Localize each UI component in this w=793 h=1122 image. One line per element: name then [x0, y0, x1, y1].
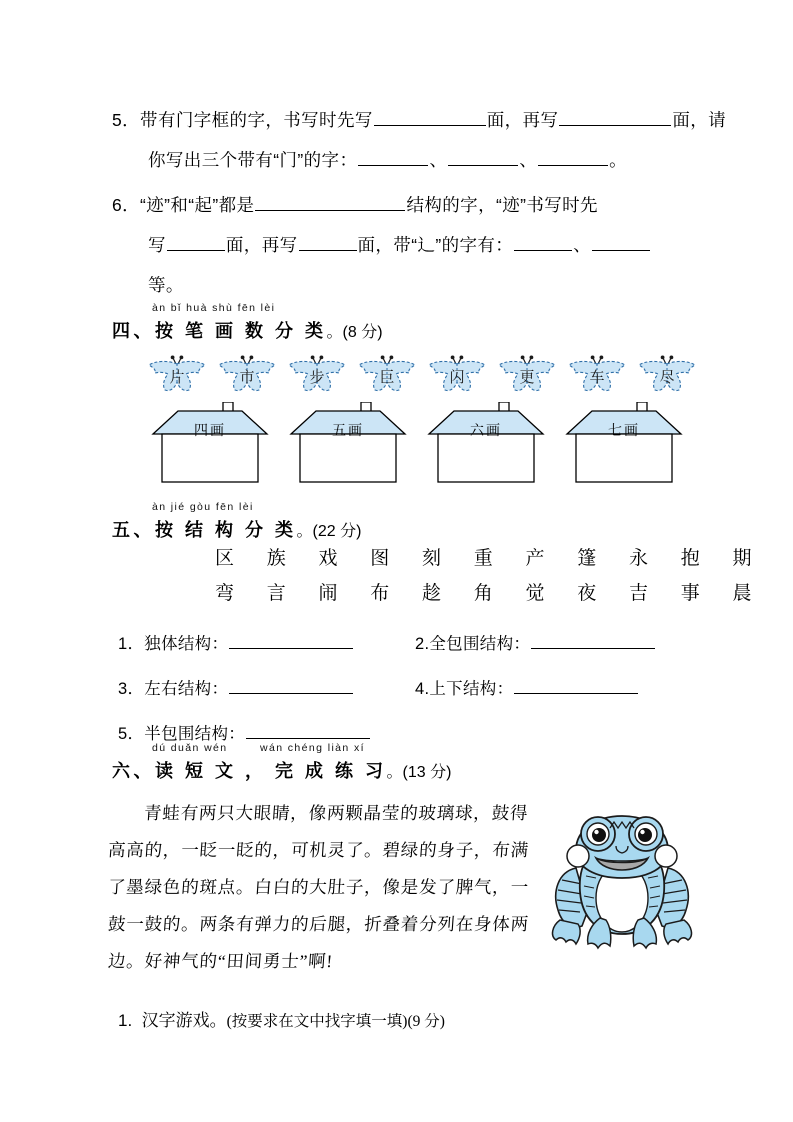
house-label: 四画	[194, 424, 226, 439]
house-item[interactable]	[288, 402, 408, 494]
section-five-pinyin: àn jié gòu fēn lèi	[152, 501, 254, 513]
section-four-title	[112, 317, 383, 343]
butterfly-icon	[636, 352, 698, 398]
butterfly-item[interactable]	[566, 352, 628, 398]
house-row	[150, 402, 706, 494]
butterfly-icon	[426, 352, 488, 398]
question-6-sep: 、	[573, 235, 592, 255]
answer-blank[interactable]	[531, 633, 655, 649]
butterfly-char: 巨	[379, 370, 395, 386]
question-6-text-a: “迹”和“起”都是	[140, 195, 255, 215]
answer-blank[interactable]	[448, 150, 518, 166]
house-item[interactable]	[426, 402, 546, 494]
house-label: 六画	[470, 424, 502, 439]
butterfly-char: 市	[239, 370, 255, 386]
question-6-line-3	[148, 265, 184, 305]
structure-item-1	[118, 630, 354, 654]
answer-blank[interactable]	[299, 235, 357, 251]
question-6-line-2	[148, 225, 651, 265]
question-5-text-d: 你写出三个带有“门”的字：	[148, 150, 358, 170]
structure-item-1-label: 独体结构：	[144, 635, 229, 653]
section-six-title	[112, 757, 451, 783]
reading-passage	[108, 795, 560, 980]
question-5-end: 。	[609, 150, 628, 170]
section-six-score: (13 分)	[402, 764, 452, 781]
question-5-sep-a: 、	[429, 150, 448, 170]
question-6-text-b: 结构的字，“迹”书写时先	[406, 195, 598, 215]
structure-item-3	[118, 675, 354, 699]
sub-question-1	[118, 1006, 445, 1031]
character-row-1: 区 族 戏 图 刻 重 产 篷 永 抱 期	[215, 548, 766, 569]
passage-line: 高高的，一眨一眨的，可机灵了。碧绿的身子，布满	[107, 840, 530, 860]
question-5-text-a: 带有门字框的字，书写时先写	[140, 110, 373, 130]
butterfly-item[interactable]	[496, 352, 558, 398]
passage-line: 边。好神气的“田间勇士”啊!	[107, 951, 334, 971]
passage-line: 了墨绿色的斑点。白白的大肚子，像是发了脾气，一	[107, 877, 530, 897]
answer-blank[interactable]	[559, 110, 671, 126]
butterfly-char: 闪	[449, 370, 465, 386]
section-five-title	[112, 516, 361, 542]
structure-item-5	[118, 720, 371, 744]
house-item[interactable]	[564, 402, 684, 494]
butterfly-item[interactable]	[426, 352, 488, 398]
butterfly-item[interactable]	[216, 352, 278, 398]
section-six-pinyin-b: wán chéng liàn xí	[260, 742, 365, 754]
butterfly-icon	[216, 352, 278, 398]
question-6-text-e: 面，带“辶”的字有：	[357, 235, 514, 255]
structure-item-1-num: 1．	[118, 635, 145, 653]
structure-item-3-label: 左右结构：	[144, 680, 229, 698]
structure-item-2	[415, 630, 656, 654]
answer-blank[interactable]	[358, 150, 428, 166]
answer-blank[interactable]	[255, 195, 405, 211]
butterfly-item[interactable]	[356, 352, 418, 398]
answer-blank[interactable]	[246, 723, 370, 739]
answer-blank[interactable]	[229, 633, 353, 649]
question-5-sep-b: 、	[519, 150, 538, 170]
answer-blank[interactable]	[229, 678, 353, 694]
structure-item-2-label: 全包围结构：	[429, 635, 531, 653]
structure-item-2-num: 2.	[415, 635, 430, 653]
butterfly-char: 片	[169, 370, 185, 386]
answer-blank[interactable]	[592, 235, 650, 251]
question-6-text-f: 等。	[148, 275, 184, 295]
structure-item-4	[415, 675, 639, 699]
butterfly-item[interactable]	[146, 352, 208, 398]
answer-blank[interactable]	[514, 235, 572, 251]
question-5-text-c: 面，请	[672, 110, 727, 130]
house-icon	[426, 402, 546, 494]
question-6-text-d: 面，再写	[225, 235, 298, 255]
house-label: 五画	[332, 424, 364, 439]
answer-blank[interactable]	[538, 150, 608, 166]
question-5-number: 5．	[112, 110, 141, 130]
butterfly-item[interactable]	[286, 352, 348, 398]
butterfly-row	[146, 352, 706, 400]
question-5-text-b: 面，再写	[486, 110, 559, 130]
butterfly-item[interactable]	[636, 352, 698, 398]
sub-question-num: 1.	[118, 1011, 133, 1030]
section-five-period: 。	[296, 523, 313, 540]
character-row-2: 弯 言 闹 布 趁 角 觉 夜 吉 事 晨	[215, 583, 766, 604]
answer-blank[interactable]	[514, 678, 638, 694]
butterfly-icon	[356, 352, 418, 398]
section-four-score: (8 分)	[342, 324, 383, 341]
butterfly-char: 尽	[659, 370, 675, 386]
house-icon	[288, 402, 408, 494]
house-label: 七画	[608, 424, 640, 439]
butterfly-icon	[286, 352, 348, 398]
butterfly-char: 车	[589, 370, 605, 386]
sub-question-text: 汉字游戏。	[141, 1011, 227, 1030]
section-six-period: 。	[386, 764, 403, 781]
answer-blank[interactable]	[374, 110, 486, 126]
butterfly-char: 更	[519, 370, 535, 386]
answer-blank[interactable]	[167, 235, 225, 251]
butterfly-icon	[566, 352, 628, 398]
frog-illustration	[548, 806, 696, 958]
section-six-pinyin-a: dú duǎn wén	[152, 742, 228, 754]
structure-item-4-label: 上下结构：	[429, 680, 514, 698]
question-6-line-1	[112, 185, 598, 225]
passage-line: 鼓一鼓的。两条有弹力的后腿，折叠着分列在身体两	[107, 914, 530, 934]
butterfly-icon	[146, 352, 208, 398]
section-four-title-text: 四、按 笔 画 数 分 类	[112, 321, 327, 341]
butterfly-char: 步	[309, 370, 325, 386]
structure-item-5-num: 5．	[118, 725, 145, 743]
section-six-title-text: 六、读 短 文 ， 完 成 练 习	[112, 761, 387, 781]
question-5-line-2	[148, 140, 627, 180]
butterfly-icon	[496, 352, 558, 398]
structure-item-4-num: 4.	[415, 680, 430, 698]
question-6-number: 6．	[112, 195, 141, 215]
house-icon	[564, 402, 684, 494]
passage-line: 青蛙有两只大眼睛，像两颗晶莹的玻璃球，鼓得	[143, 803, 530, 823]
structure-item-3-num: 3．	[118, 680, 145, 698]
house-icon	[150, 402, 270, 494]
question-5-line-1	[112, 100, 726, 140]
frog-icon	[548, 806, 696, 958]
house-item[interactable]	[150, 402, 270, 494]
question-6-text-c: 写	[148, 235, 166, 255]
section-five-score: (22 分)	[312, 523, 362, 540]
sub-question-hint: (按要求在文中找字填一填)(9 分)	[226, 1013, 445, 1030]
structure-item-5-label: 半包围结构：	[144, 725, 246, 743]
section-four-pinyin: àn bǐ huà shù fēn lèi	[152, 302, 276, 314]
section-four-period: 。	[326, 324, 343, 341]
section-five-title-text: 五、按 结 构 分 类	[112, 520, 297, 540]
